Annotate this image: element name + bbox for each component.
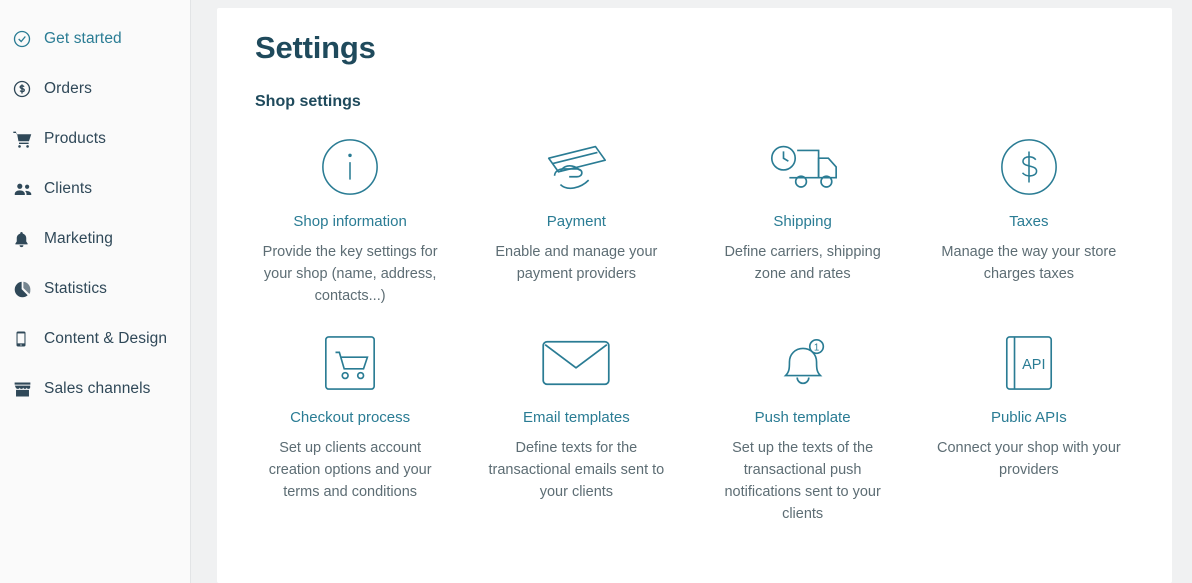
sidebar-item-clients[interactable] xyxy=(0,164,190,214)
tile-description: Set up the texts of the transactional push notifications sent to your clients xyxy=(724,440,881,522)
dollar-circle-icon xyxy=(12,79,38,99)
check-circle-icon xyxy=(12,29,38,49)
api-book-icon xyxy=(934,329,1124,397)
tile-title: Shipping xyxy=(773,213,832,230)
tile-shop-information[interactable] xyxy=(237,133,463,307)
sidebar-item-marketing[interactable] xyxy=(0,214,190,264)
bell-notification-icon xyxy=(708,329,898,397)
sidebar-item-label: Orders xyxy=(44,80,92,97)
section-title-shop-settings: Shop settings xyxy=(255,93,361,110)
tile-taxes[interactable] xyxy=(916,133,1142,307)
tile-public-apis[interactable] xyxy=(916,329,1142,525)
info-circle-icon xyxy=(255,133,445,201)
delivery-truck-icon xyxy=(708,133,898,201)
tile-title: Payment xyxy=(546,213,606,230)
sidebar-item-products[interactable] xyxy=(0,114,190,164)
tile-description: Set up clients account creation options and your terms and conditions xyxy=(268,440,432,500)
tile-description: Define carriers, shipping zone and rates xyxy=(724,244,881,282)
sidebar-item-label: Get started xyxy=(44,30,122,47)
tile-description: Define texts for the transactional emails sent to your clients xyxy=(488,440,665,500)
dollar-circle-icon xyxy=(934,133,1124,201)
sidebar-item-content-design[interactable] xyxy=(0,314,190,364)
page-title: Settings xyxy=(255,30,376,65)
sidebar xyxy=(0,0,191,583)
bell-icon xyxy=(12,230,38,249)
tile-title: Taxes xyxy=(1009,213,1049,230)
svg-text:1: 1 xyxy=(813,342,819,354)
tile-push-template[interactable] xyxy=(690,329,916,525)
mobile-icon xyxy=(12,330,38,348)
sidebar-item-orders[interactable] xyxy=(0,64,190,114)
tile-email-templates[interactable] xyxy=(463,329,689,525)
sidebar-item-label: Marketing xyxy=(44,230,113,247)
tile-title: Public APIs xyxy=(990,409,1067,426)
tile-title: Push template xyxy=(754,409,851,426)
cart-icon xyxy=(12,129,38,150)
tile-description: Connect your shop with your providers xyxy=(936,440,1121,478)
tile-shipping[interactable] xyxy=(690,133,916,307)
tile-payment[interactable] xyxy=(463,133,689,307)
pie-chart-icon xyxy=(12,279,38,300)
sidebar-item-label: Content & Design xyxy=(44,330,168,347)
sidebar-item-label: Sales channels xyxy=(44,380,151,397)
settings-tile-grid xyxy=(237,133,1142,525)
shopping-cart-box-icon xyxy=(255,329,445,397)
settings-panel xyxy=(217,8,1172,583)
sidebar-item-label: Clients xyxy=(44,180,93,197)
store-icon xyxy=(12,379,38,400)
sidebar-item-get-started[interactable] xyxy=(0,14,190,64)
tile-checkout-process[interactable] xyxy=(237,329,463,525)
tile-description: Enable and manage your payment providers xyxy=(495,244,658,282)
tile-title: Email templates xyxy=(523,409,630,426)
main-content xyxy=(191,0,1192,583)
tile-title: Shop information xyxy=(293,213,407,230)
tile-description: Provide the key settings for your shop (name, address, contacts...) xyxy=(262,244,438,304)
people-icon xyxy=(12,178,38,200)
sidebar-item-sales-channels[interactable] xyxy=(0,364,190,414)
envelope-icon xyxy=(481,329,671,397)
svg-text:API: API xyxy=(1022,356,1046,373)
sidebar-item-label: Products xyxy=(44,130,106,147)
hand-card-icon xyxy=(481,133,671,201)
tile-title: Checkout process xyxy=(290,409,411,426)
sidebar-item-statistics[interactable] xyxy=(0,264,190,314)
sidebar-item-label: Statistics xyxy=(44,280,108,297)
tile-description: Manage the way your store charges taxes xyxy=(941,244,1117,282)
